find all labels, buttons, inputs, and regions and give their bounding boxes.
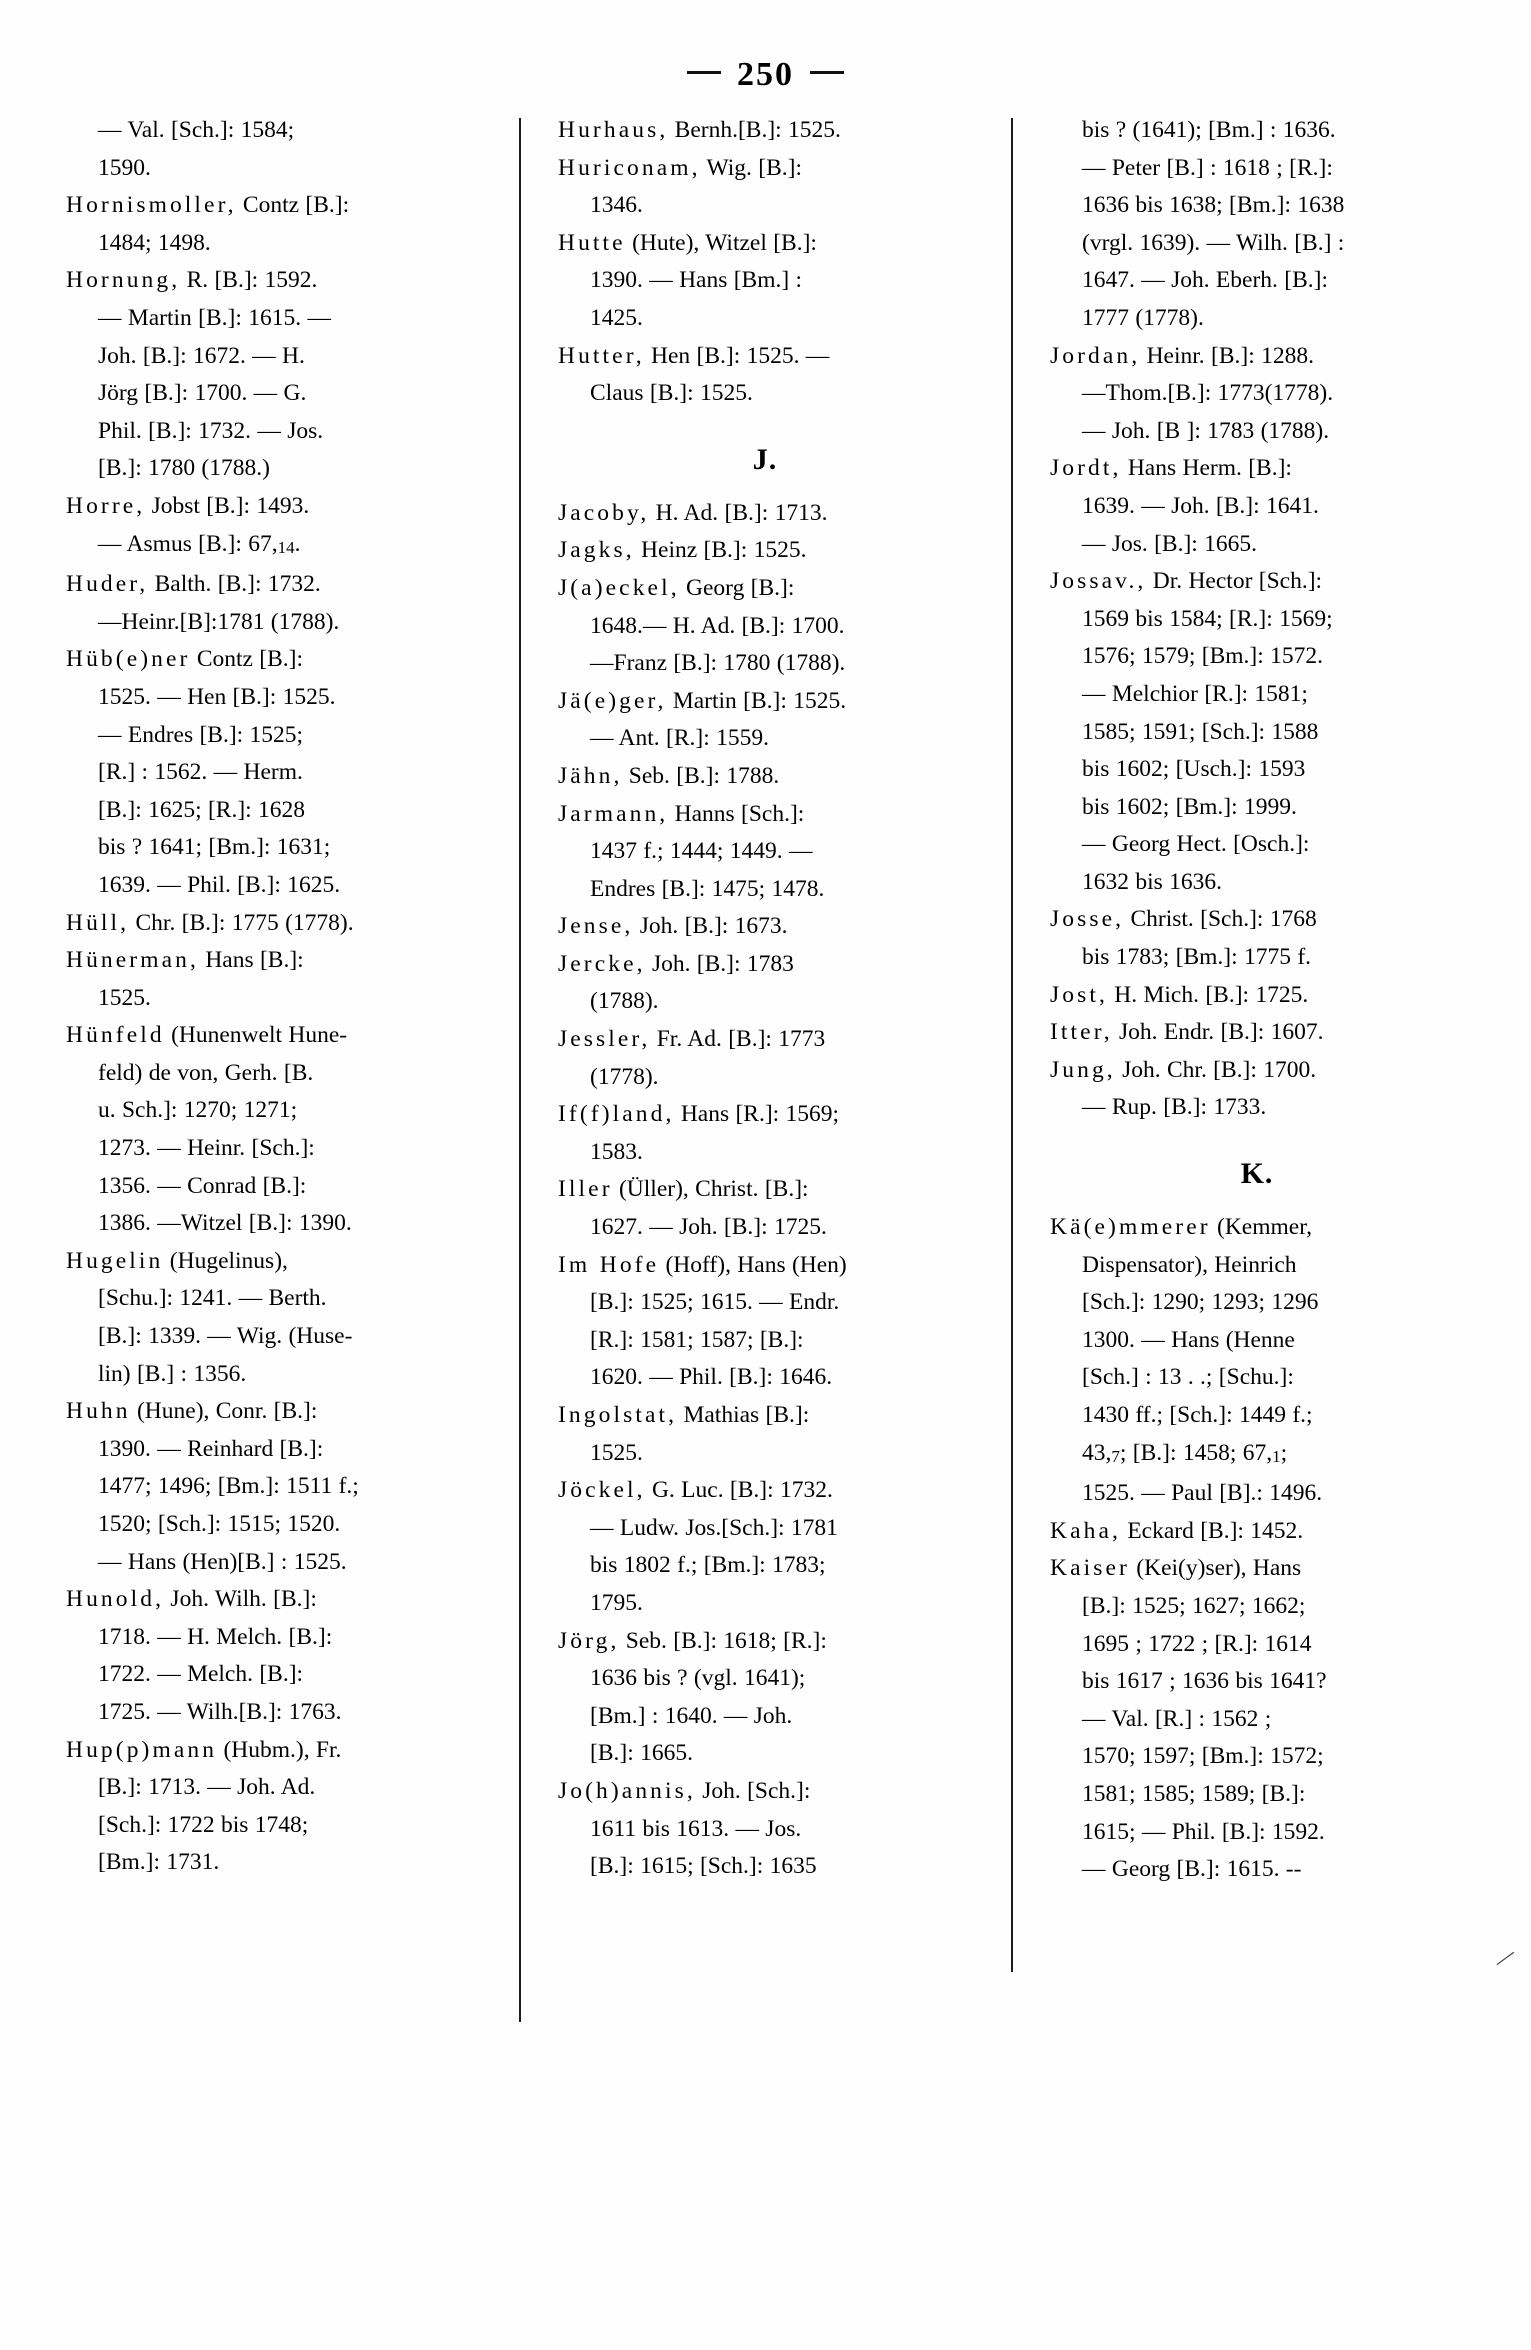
entry-headword: Huder, [66, 571, 149, 598]
entry-line: 1639. — Joh. [B.]: 1641. [1082, 492, 1319, 519]
index-entry [558, 1171, 972, 1246]
entry-headword: Hünfeld [66, 1022, 165, 1049]
entry-line: [B.]: 1625; [R.]: 1628 [98, 796, 306, 823]
entry-headword: Hornung, [66, 267, 181, 294]
entry-line: — Asmus [B.]: 67,14. [98, 530, 301, 557]
entry-line: [R.]: 1581; 1587; [B.]: [590, 1326, 804, 1353]
entry-headword: Jercke, [558, 950, 646, 977]
entry-line: Christ. [Sch.]: 1768 [1124, 906, 1317, 933]
entry-line: 1627. — Joh. [B.]: 1725. [590, 1214, 827, 1241]
entry-headword: Kaha, [1050, 1517, 1121, 1544]
entry-line: Bernh.[B.]: 1525. [668, 117, 841, 143]
entry-line: H. Mich. [B.]: 1725. [1107, 981, 1309, 1008]
entry-headword: Jä(e)ger, [558, 687, 667, 714]
entry-headword: Huriconam, [558, 154, 701, 181]
entry-line: —Franz [B.]: 1780 (1788). [590, 650, 846, 677]
entry-line: 1570; 1597; [Bm.]: 1572; [1082, 1743, 1324, 1770]
entry-headword: Hüll, [66, 909, 130, 936]
entry-headword: Hornismoller, [66, 192, 237, 219]
entry-line: Heinr. [B.]: 1288. [1140, 342, 1314, 369]
entry-line: 1590. [98, 154, 151, 181]
index-entry [66, 942, 480, 1017]
entry-line: —Thom.[B.]: 1773(1778). [1082, 380, 1334, 407]
entry-line: (1778). [590, 1063, 659, 1090]
index-entry [1050, 1209, 1464, 1513]
entry-line: lin) [B.] : 1356. [98, 1360, 247, 1387]
entry-line: (Hunenwelt Hune- [164, 1022, 348, 1049]
entry-line: u. Sch.]: 1270; 1271; [98, 1097, 298, 1124]
index-entry-continuation [66, 112, 480, 187]
entry-line: (Hune), Conr. [B.]: [130, 1398, 318, 1425]
column-container [66, 112, 1470, 2272]
entry-line: 1647. — Joh. Eberh. [B.]: [1082, 267, 1328, 294]
index-entry [66, 187, 480, 262]
entry-headword: Ingolstat, [558, 1402, 678, 1428]
entry-line: — Jos. [B.]: 1665. [1082, 530, 1258, 557]
entry-line: Contz [B.]: [190, 646, 304, 673]
entry-line: H. Ad. [B.]: 1713. [649, 499, 828, 526]
entry-headword: Hunold, [66, 1586, 165, 1613]
entry-line: Martin [B.]: 1525. [666, 687, 847, 714]
index-entry [1050, 1014, 1464, 1052]
entry-line: Claus [B.]: 1525. [590, 380, 753, 407]
stray-scan-mark: ⁄ [1498, 1944, 1512, 1973]
entry-line: Seb. [B.]: 1618; [R.]: [619, 1627, 827, 1654]
running-head [0, 56, 1531, 94]
entry-line: Joh. [B.]: 1672. — H. [98, 342, 305, 369]
entry-line: — Val. [Sch.]: 1584; [98, 117, 295, 143]
entry-line: Endres [B.]: 1475; 1478. [590, 875, 825, 902]
entry-headword: Josse, [1050, 906, 1125, 933]
entry-line: [B.]: 1665. [590, 1740, 693, 1767]
index-entry [66, 1732, 480, 1882]
entry-line: (vrgl. 1639). — Wilh. [B.] : [1082, 229, 1345, 256]
entry-line: 1356. — Conrad [B.]: [98, 1172, 307, 1199]
entry-line: 1639. — Phil. [B.]: 1625. [98, 871, 341, 898]
index-entry [558, 1472, 972, 1622]
entry-headword: Jordt, [1050, 455, 1122, 482]
index-entry [66, 1017, 480, 1243]
section-letter-heading: K. [1240, 1157, 1274, 1191]
entry-line: 1615; — Phil. [B.]: 1592. [1082, 1818, 1325, 1845]
entry-line: Hans [B.]: [198, 947, 304, 974]
entry-line: 1477; 1496; [Bm.]: 1511 f.; [98, 1473, 359, 1500]
entry-line: G. Luc. [B.]: 1732. [645, 1477, 833, 1504]
index-entry [558, 758, 972, 796]
entry-line: 1725. — Wilh.[B.]: 1763. [98, 1698, 342, 1725]
entry-line: 1695 ; 1722 ; [R.]: 1614 [1082, 1630, 1312, 1657]
index-entry [558, 683, 972, 758]
entry-line: 1425. [590, 304, 643, 331]
index-entry [558, 532, 972, 570]
entry-line: — Rup. [B.]: 1733. [1082, 1094, 1267, 1121]
entry-line: Dr. Hector [Sch.]: [1146, 568, 1323, 595]
entry-headword: Jarmann, [558, 800, 669, 827]
entry-line: Wig. [B.]: [700, 154, 802, 181]
entry-line: [Schu.]: 1241. — Berth. [98, 1285, 327, 1312]
entry-line: — Melchior [R.]: 1581; [1082, 680, 1308, 707]
index-entry [66, 566, 480, 641]
entry-headword: Jacoby, [558, 499, 650, 526]
entry-line: 1718. — H. Melch. [B.]: [98, 1623, 333, 1650]
entry-line: 1525. — Hen [B.]: 1525. [98, 683, 336, 710]
entry-headword: Itter, [1050, 1019, 1113, 1046]
entry-headword: Kä(e)mmerer [1050, 1214, 1211, 1241]
entry-line: Hen [B.]: 1525. — [644, 342, 830, 369]
index-entry [558, 1623, 972, 1773]
entry-line: 1525. [590, 1439, 643, 1466]
index-entry [1050, 901, 1464, 976]
index-entry [558, 796, 972, 909]
entry-line: —Heinr.[B]:1781 (1788). [98, 608, 340, 635]
entry-line: Phil. [B.]: 1732. — Jos. [98, 417, 324, 444]
entry-headword: Jo(h)annis, [558, 1777, 696, 1804]
index-entry [558, 112, 972, 150]
column-rule-1 [519, 118, 521, 2022]
index-entry [558, 946, 972, 1021]
entry-headword: If(f)land, [558, 1101, 675, 1128]
index-entry [558, 908, 972, 946]
index-entry [1050, 563, 1464, 901]
entry-line: [B.]: 1615; [Sch.]: 1635 [590, 1853, 817, 1880]
column-divider-2 [972, 112, 1050, 2272]
entry-headword: Jense, [558, 913, 634, 940]
entry-line: Heinz [B.]: 1525. [634, 537, 807, 564]
index-entry [66, 488, 480, 566]
entry-line: [B.]: 1780 (1788.) [98, 455, 270, 482]
text-column-2 [558, 112, 972, 2272]
entry-line: [B.]: 1525; 1615. — Endr. [590, 1289, 840, 1316]
entry-line: (Kemmer, [1210, 1214, 1312, 1241]
entry-line: [Sch.]: 1722 bis 1748; [98, 1811, 309, 1838]
entry-line: — Ant. [R.]: 1559. [590, 725, 769, 752]
entry-line: R. [B.]: 1592. [180, 267, 318, 294]
entry-line: 1386. —Witzel [B.]: 1390. [98, 1210, 352, 1237]
index-entry [558, 150, 972, 225]
index-entry [66, 1581, 480, 1731]
entry-line: (1788). [590, 988, 659, 1015]
entry-line: 1430 ff.; [Sch.]: 1449 f.; [1082, 1402, 1313, 1428]
entry-line: 1620. — Phil. [B.]: 1646. [590, 1364, 833, 1391]
entry-line: 43,7; [B.]: 1458; 67,1; [1082, 1439, 1288, 1466]
entry-line: Joh. [B.]: 1673. [633, 913, 788, 940]
column-rule-2 [1011, 118, 1013, 1972]
entry-line: [R.] : 1562. — Herm. [98, 759, 303, 786]
entry-line: 1520; [Sch.]: 1515; 1520. [98, 1511, 341, 1537]
entry-headword: Hünerman, [66, 947, 199, 974]
entry-line: 1525. — Paul [B].: 1496. [1082, 1480, 1323, 1507]
entry-line: [Bm.]: 1731. [98, 1849, 220, 1876]
entry-line: Chr. [B.]: 1775 (1778). [129, 909, 354, 936]
entry-headword: Horre, [66, 492, 146, 519]
entry-line: bis 1802 f.; [Bm.]: 1783; [590, 1552, 826, 1579]
entry-headword: Iller [558, 1176, 613, 1203]
index-entry [66, 1393, 480, 1581]
entry-headword: Jost, [1050, 981, 1108, 1008]
entry-line: bis ? 1641; [Bm.]: 1631; [98, 834, 331, 861]
entry-headword: Kaiser [1050, 1555, 1130, 1582]
entry-line: Fr. Ad. [B.]: 1773 [650, 1026, 826, 1053]
entry-line: 1576; 1579; [Bm.]: 1572. [1082, 643, 1323, 670]
entry-line: Joh. Chr. [B.]: 1700. [1115, 1056, 1317, 1083]
index-entry [558, 1021, 972, 1096]
entry-headword: Hutte [558, 229, 626, 256]
entry-line: 1581; 1585; 1589; [B.]: [1082, 1780, 1306, 1807]
entry-line: bis 1783; [Bm.]: 1775 f. [1082, 944, 1312, 971]
entry-headword: Hurhaus, [558, 117, 669, 143]
entry-line: Hanns [Sch.]: [668, 800, 805, 827]
entry-line: Jörg [B.]: 1700. — G. [98, 380, 307, 407]
entry-line: 1525. [98, 984, 151, 1011]
entry-line: 1484; 1498. [98, 229, 211, 256]
entry-line: — Endres [B.]: 1525; [98, 721, 304, 748]
index-entry [558, 1247, 972, 1397]
entry-headword: Hutter, [558, 342, 645, 369]
index-entry [558, 495, 972, 533]
entry-line: [B.]: 1713. — Joh. Ad. [98, 1774, 316, 1801]
running-head-rule-left [687, 71, 721, 74]
index-entry [1050, 450, 1464, 563]
entry-line: Joh. [B.]: 1783 [645, 950, 794, 977]
entry-line: 1611 bis 1613. — Jos. [590, 1815, 802, 1842]
entry-line: Joh. [Sch.]: [695, 1777, 811, 1804]
entry-line: Seb. [B.]: 1788. [622, 762, 780, 789]
entry-line: bis 1602; [Usch.]: 1593 [1082, 756, 1306, 783]
entry-line: 1390. — Hans [Bm.] : [590, 267, 803, 294]
index-entry [558, 1773, 972, 1886]
entry-line: Jobst [B.]: 1493. [145, 492, 310, 519]
entry-line: Joh. Endr. [B.]: 1607. [1112, 1019, 1324, 1046]
index-entry [66, 641, 480, 904]
index-entry [66, 1243, 480, 1393]
entry-line: — Val. [R.] : 1562 ; [1082, 1705, 1272, 1732]
entry-line: Eckard [B.]: 1452. [1120, 1517, 1304, 1544]
entry-line: Balth. [B.]: 1732. [148, 571, 321, 598]
entry-line: Joh. Wilh. [B.]: [164, 1586, 317, 1613]
entry-line: [Sch.] : 13 . .; [Schu.]: [1082, 1364, 1294, 1391]
entry-line: 1585; 1591; [Sch.]: 1588 [1082, 718, 1319, 745]
entry-line: 1583. [590, 1138, 643, 1165]
column-divider-1 [480, 112, 558, 2272]
entry-line: [B.]: 1525; 1627; 1662; [1082, 1593, 1306, 1619]
entry-line: 1346. [590, 192, 643, 219]
entry-line: (Hubm.), Fr. [217, 1736, 342, 1763]
entry-line: 1636 bis ? (vgl. 1641); [590, 1665, 806, 1692]
entry-line: 1795. [590, 1589, 643, 1616]
entry-headword: Jähn, [558, 762, 623, 789]
entry-line: 1273. — Heinr. [Sch.]: [98, 1135, 315, 1162]
entry-headword: Jessler, [558, 1026, 651, 1053]
index-entry [558, 1397, 972, 1472]
entry-line: 1569 bis 1584; [R.]: 1569; [1082, 605, 1333, 632]
page-number: 250 [737, 56, 794, 93]
entry-line: 1632 bis 1636. [1082, 868, 1222, 895]
index-entry [558, 1096, 972, 1171]
entry-line: (Kei(y)ser), Hans [1129, 1555, 1302, 1582]
entry-line: 1300. — Hans (Henne [1082, 1326, 1295, 1353]
entry-headword: Hüb(e)ner [66, 646, 191, 673]
entry-headword: Jörg, [558, 1627, 620, 1654]
entry-line: — Hans (Hen)[B.] : 1525. [98, 1548, 347, 1575]
section-letter-heading: J. [752, 442, 778, 476]
entry-headword: Jagks, [558, 537, 635, 564]
entry-line: Hans [R.]: 1569; [674, 1101, 840, 1128]
entry-line: — Georg Hect. [Osch.]: [1082, 831, 1310, 858]
running-head-rule-right [810, 71, 844, 74]
entry-headword: Jordan, [1050, 342, 1141, 369]
entry-line: 1648.— H. Ad. [B.]: 1700. [590, 612, 845, 639]
entry-line: (Hute), Witzel [B.]: [625, 229, 817, 256]
entry-line: Mathias [B.]: [677, 1402, 810, 1428]
entry-line: 1722. — Melch. [B.]: [98, 1661, 304, 1688]
entry-headword: Hugelin [66, 1247, 164, 1274]
entry-headword: Im Hofe [558, 1251, 660, 1278]
index-entry [1050, 338, 1464, 451]
index-entry-continuation [1050, 112, 1464, 338]
index-entry [66, 262, 480, 488]
entry-line: — Joh. [B ]: 1783 (1788). [1082, 417, 1330, 444]
entry-line: [B.]: 1339. — Wig. (Huse- [98, 1323, 353, 1350]
text-column-3 [1050, 112, 1464, 2272]
entry-line: bis ? (1641); [Bm.] : 1636. [1082, 117, 1336, 143]
entry-line: (Hoff), Hans (Hen) [659, 1251, 847, 1278]
entry-line: — Ludw. Jos.[Sch.]: 1781 [590, 1514, 838, 1541]
entry-headword: Huhn [66, 1398, 131, 1425]
index-entry [1050, 1550, 1464, 1888]
index-entry [1050, 977, 1464, 1015]
entry-line: 1636 bis 1638; [Bm.]: 1638 [1082, 192, 1345, 219]
entry-line: bis 1602; [Bm.]: 1999. [1082, 793, 1297, 820]
index-entry [1050, 1052, 1464, 1127]
text-column-1 [66, 112, 480, 2272]
entry-line: — Peter [B.] : 1618 ; [R.]: [1082, 154, 1333, 181]
entry-line: Georg [B.]: [679, 574, 795, 601]
entry-line: (Üller), Christ. [B.]: [612, 1176, 809, 1203]
index-entry [558, 570, 972, 683]
entry-line: Hans Herm. [B.]: [1121, 455, 1292, 482]
entry-line: feld) de von, Gerh. [B. [98, 1059, 314, 1086]
entry-headword: J(a)eckel, [558, 574, 680, 601]
entry-line: bis 1617 ; 1636 bis 1641? [1082, 1668, 1327, 1695]
entry-line: (Hugelinus), [163, 1247, 288, 1274]
entry-line: Dispensator), Heinrich [1082, 1251, 1297, 1278]
entry-line: — Martin [B.]: 1615. — [98, 304, 331, 331]
index-entry [558, 338, 972, 413]
index-entry [66, 905, 480, 943]
entry-headword: Jung, [1050, 1056, 1116, 1083]
entry-line: [Bm.] : 1640. — Joh. [590, 1702, 793, 1729]
entry-headword: Jossav., [1050, 568, 1147, 595]
entry-headword: Jöckel, [558, 1477, 646, 1504]
index-entry [558, 225, 972, 338]
entry-line: 1390. — Reinhard [B.]: [98, 1435, 324, 1462]
entry-headword: Hup(p)mann [66, 1736, 218, 1763]
entry-line: 1437 f.; 1444; 1449. — [590, 838, 813, 865]
entry-line: [Sch.]: 1290; 1293; 1296 [1082, 1289, 1319, 1316]
entry-line: 1777 (1778). [1082, 304, 1204, 331]
entry-line: Contz [B.]: [236, 192, 350, 219]
index-entry [1050, 1513, 1464, 1551]
entry-line: — Georg [B.]: 1615. -- [1082, 1856, 1302, 1883]
